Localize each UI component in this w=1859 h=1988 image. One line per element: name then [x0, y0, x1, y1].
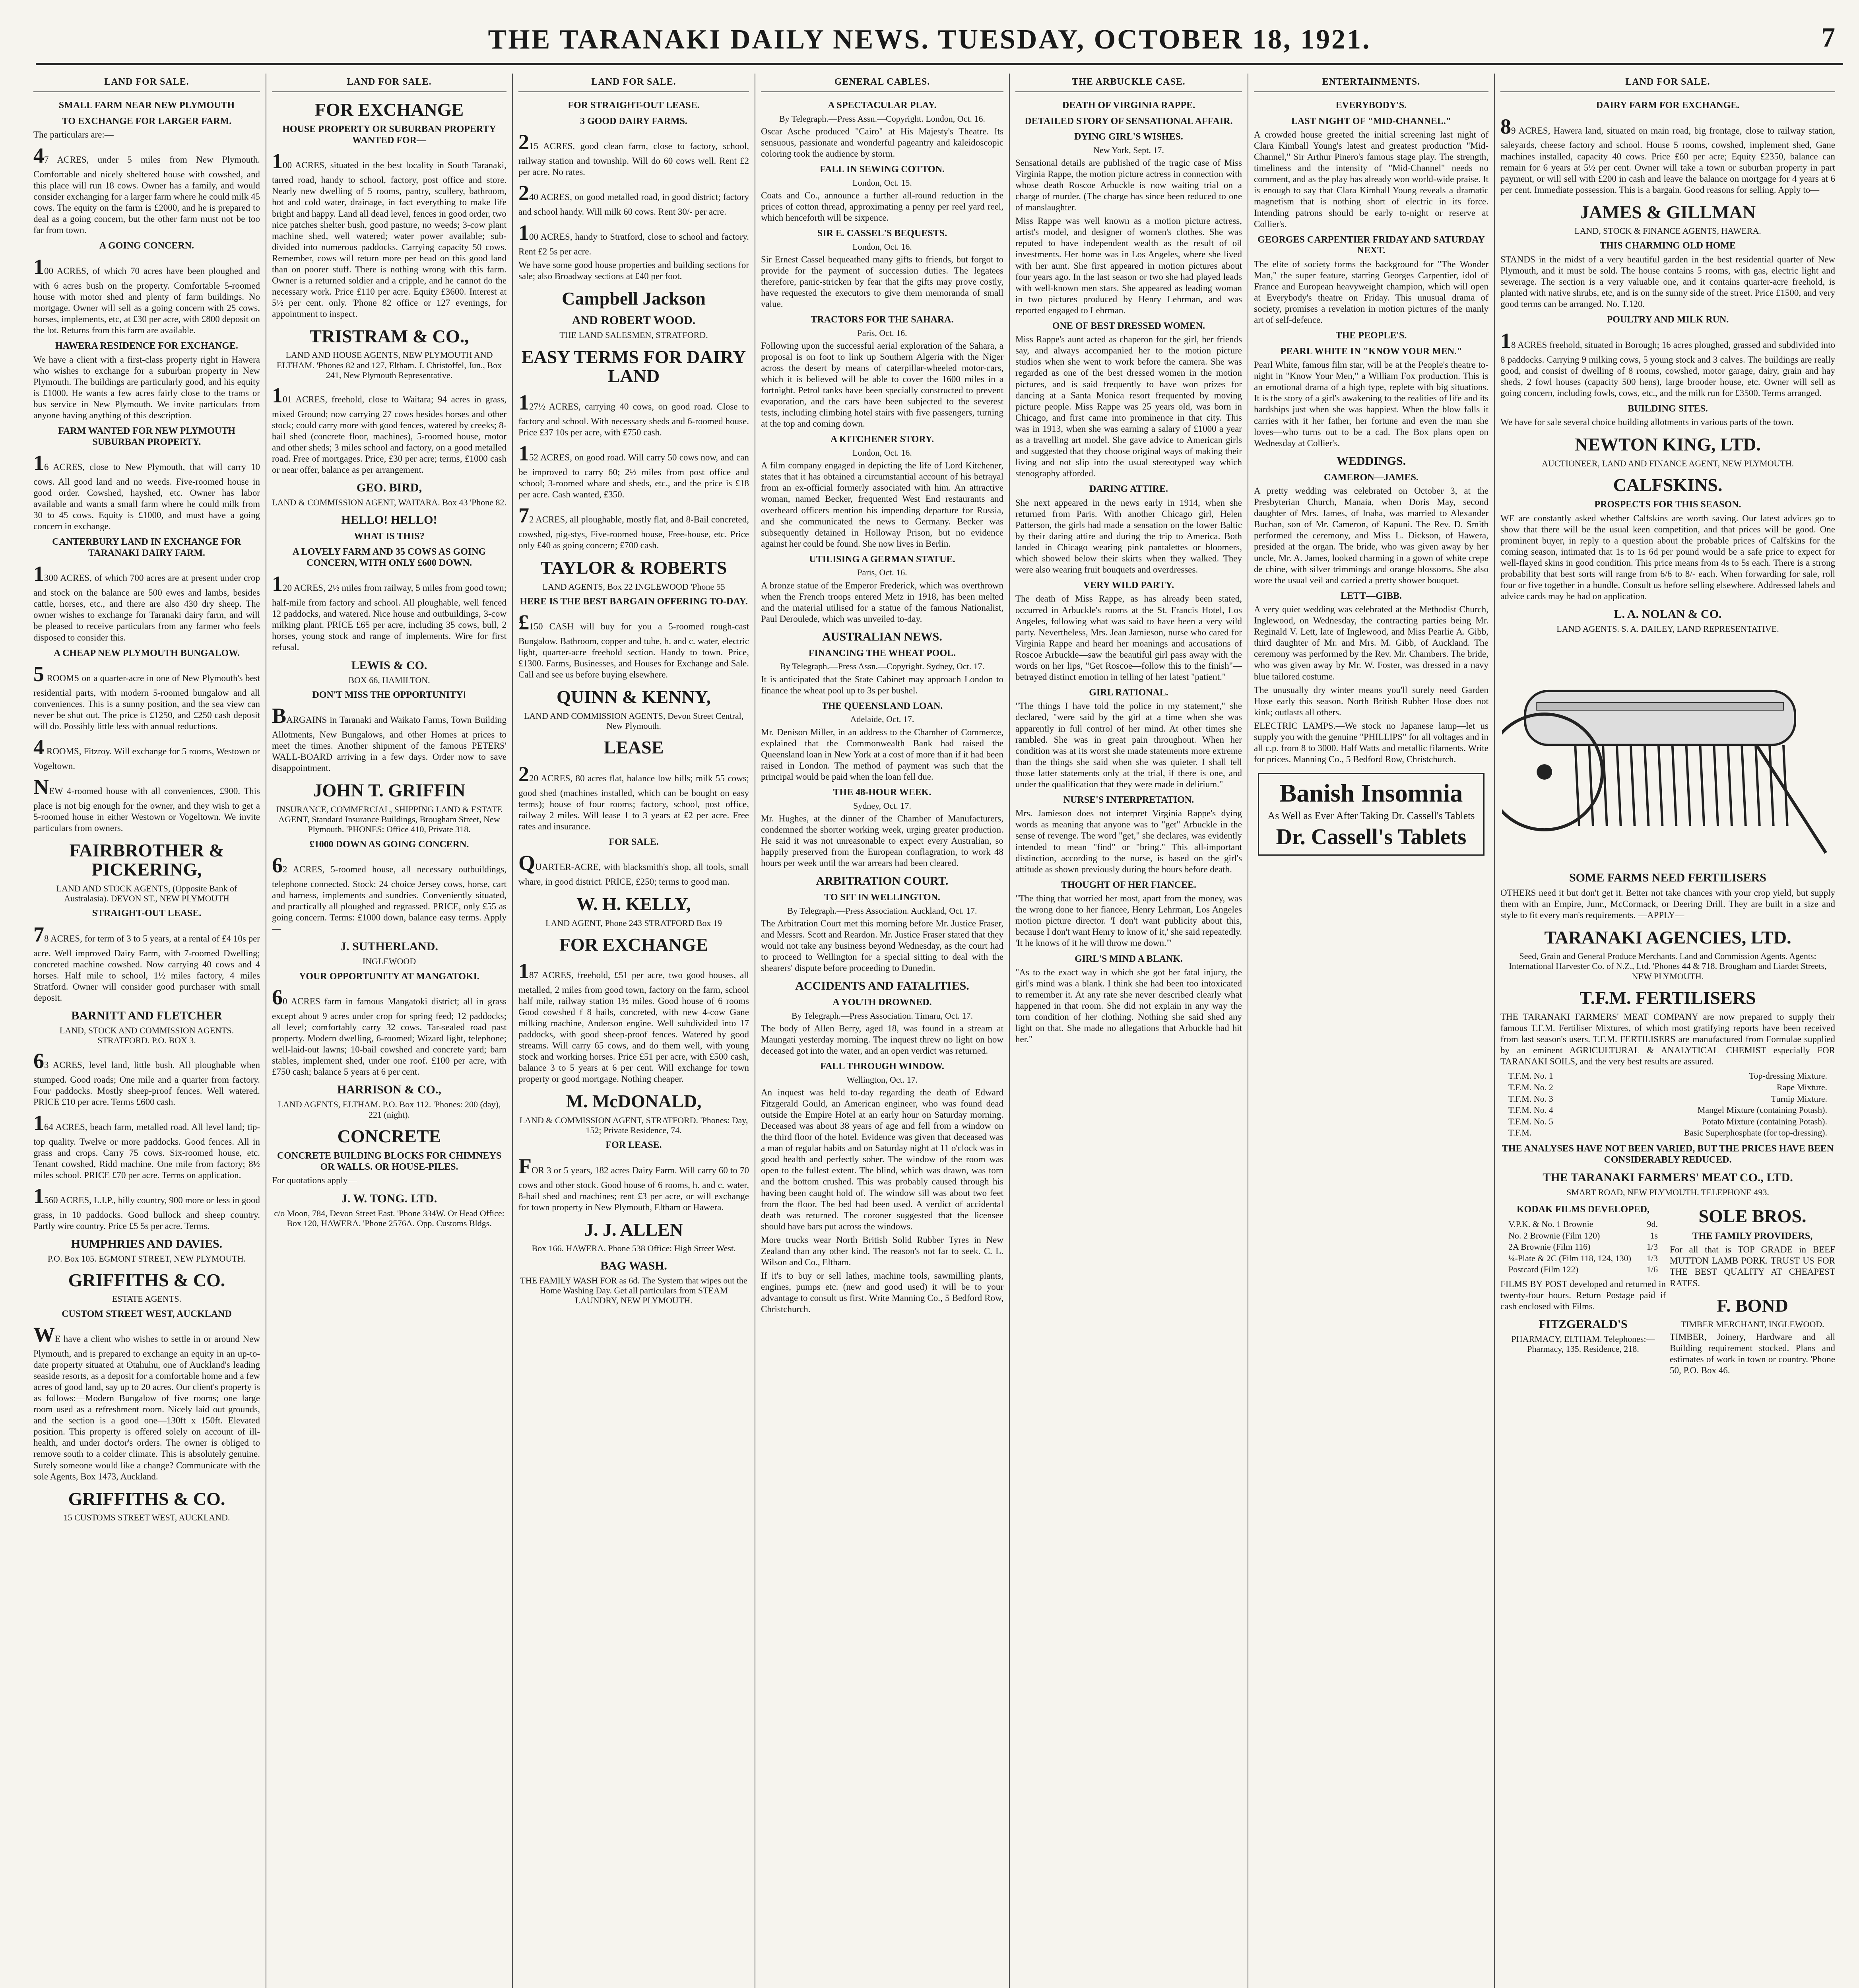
agent-details: By Telegraph.—Press Association. Timaru, Oct. 17. — [791, 1010, 973, 1021]
agent-details: LAND AGENT, Phone 243 STRATFORD Box 19 — [545, 918, 722, 928]
column-header: GENERAL CABLES. — [761, 74, 1003, 92]
section-heading: STRAIGHT-OUT LEASE. — [92, 908, 202, 919]
section-heading: DEATH OF VIRGINIA RAPPE. — [1062, 100, 1195, 111]
body-text: A crowded house greeted the initial screening last night of Clara Kimball Young's latest and greatest production "Mid-Channel," Sir Arthur Pinero's famous stage play. The strength, timeliness and the intensity of "Mid-Channel" needs no comment, and as the play has already won world-wide praise. It is enough to say that Clara Kimball Young reveals a dramatic magnetism that is nothing short of electric in its force. Intending patrons should be early to-night or reserve at Collier's. — [1254, 130, 1488, 229]
body-text: For all that is TOP GRADE in BEEF MUTTON LAMB PORK. TRUST US FOR THE BEST QUALITY AT CHEAPEST RATES. — [1670, 1244, 1835, 1288]
list-item-value: Potato Mixture (containing Potash). — [1702, 1116, 1827, 1126]
agent-details: THE LAND SALESMEN, STRATFORD. — [559, 330, 708, 340]
insomnia-advert — [1258, 773, 1484, 856]
ad-heading: CONCRETE — [337, 1126, 441, 1146]
section-heading: WHAT IS THIS? — [354, 531, 425, 542]
ad-heading: SOLE BROS. — [1698, 1206, 1807, 1227]
column-6 — [1248, 74, 1495, 1988]
list-item — [1508, 1105, 1827, 1116]
body-text: The Arbitration Court met this morning before Mr. Justice Fraser, and Messrs. Scott and Reardon. Mr. Justice Fraser stated that they would not take any business beyond Wednesday, as the court had to proceed to Wellington for a special sitting to deal with the shearers' dispute before proceeding to Dunedin. — [761, 918, 1003, 973]
agent-details: LAND AND STOCK AGENTS, (Opposite Bank of Australasia). DEVON ST., NEW PLYMOUTH — [56, 883, 237, 904]
page-number: 7 — [1821, 22, 1835, 53]
listing-text: 78 ACRES, for term of 3 to 5 years, at a rental of £4 10s per acre. Well improved Dairy Farm, with 7-roomed Dwelling; concreted machine cowshed. Now carrying 40 cows and 4 horses. Half mile to school, 1½ miles factory, 4 miles Stratford. Owner will consider good purchaser with small deposit. — [33, 922, 260, 1003]
ad-heading: T.F.M. FERTILISERS — [1580, 987, 1756, 1008]
body-text: It is anticipated that the State Cabinet may approach London to finance the wheat pool up to 3s per bushel. — [761, 674, 1003, 695]
body-text: A bronze statue of the Emperor Frederick, which was overthrown when the French troops entered Metz in 1918, has been melted and the material utilised for a statue of the famous Nationalist, Paul Deroulede, which was unveiled to-day. — [761, 580, 1003, 624]
agent-details: Paris, Oct. 16. — [857, 328, 907, 338]
ad-heading: W. H. KELLY, — [576, 894, 691, 914]
kodak-advert — [1500, 1200, 1666, 1378]
body-text: She next appeared in the news early in 1914, when she returned from Paris. With another Chicago girl, Helen Patterson, the girls had made a sensation on the lower Baltic by their daring attire and during the trip to America. Both landed in Chicago wearing pink pantalettes or bloomers, which showed below their skirts when they walked. They were also wearing fruit bouquets and overdresses. — [1015, 497, 1242, 575]
list-item — [1508, 1070, 1827, 1082]
section-heading: SIR E. CASSEL'S BEQUESTS. — [817, 228, 947, 239]
listing-text: 152 ACRES, on good road. Will carry 50 cows now, and can be improved to carry 60; 2½ miles from post office and school; 3-roomed whare and sheds, etc., and the price is £18 per acre. Cash wanted, £350. — [518, 441, 749, 500]
listing-text: 100 ACRES, situated in the best locality in South Taranaki, tarred road, handy to school, factory, post office and store. Nearly new dwelling of 5 rooms, pantry, scullery, bathroom, hot and cold water, drainage, in fact everything to make life bright and happy. Land all dead level, fences in good order, two nice patches shelter bush, good pasture, no weeds; 3-cow plant machine shed, well watered; water power available; sub-divided into numerous paddocks. Carrying capacity 50 cows. Remember, cows will return more per head on this good land than on poorer stuff. There is nothing wrong with this farm. Owner is a returned soldier and a cripple, and he cannot do the necessary work. Price £110 per acre. Equity £3600. Interest at 5½ per cent. only. 'Phone 82 office or 127 evenings, for appointment to inspect. — [272, 149, 506, 319]
ad-heading: TAYLOR & ROBERTS — [540, 557, 727, 578]
ad-heading: GRIFFITHS & CO. — [68, 1488, 225, 1509]
sub-heading: THE TARANAKI FARMERS' MEAT CO., LTD. — [1543, 1171, 1793, 1184]
section-heading: YOUR OPPORTUNITY AT MANGATOKI. — [299, 971, 479, 982]
ad-heading: F. BOND — [1717, 1295, 1788, 1316]
section-heading: EVERYBODY'S. — [1335, 100, 1407, 111]
section-heading: DYING GIRL'S WISHES. — [1074, 132, 1183, 142]
list-item-name: T.F.M. No. 2 — [1508, 1082, 1553, 1093]
listing-text: 72 ACRES, all ploughable, mostly flat, and 8-Bail concreted, cowshed, pig-stys, Five-roomed house, Free-house, etc. Price only £40 as going concern; £700 cash. — [518, 503, 749, 551]
masthead-rule — [36, 63, 1843, 65]
ad-heading: M. McDONALD, — [566, 1091, 702, 1112]
agent-details: LAND, STOCK & FINANCE AGENTS, HAWERA. — [1574, 226, 1761, 236]
listing-text: NEW 4-roomed house with all conveniences, £900. This place is not big enough for the owner, and they wish to get a 5-roomed house in either Westown or Vogeltown. We invite particulars from owners. — [33, 775, 260, 833]
sub-heading: BAG WASH. — [600, 1259, 667, 1272]
section-heading: THIS CHARMING OLD HOME — [1599, 241, 1736, 251]
section-heading: A KITCHENER STORY. — [831, 434, 934, 445]
listing-text: 164 ACRES, beach farm, metalled road. All level land; tip-top quality. Twelve or more paddocks. Good fences. All in grass and crops. Carry 75 cows. Six-roomed house, etc. Tenant cowshed, Ridd machine. One mile from factory; 8½ miles school. PRICE £70 per acre. Terms on application. — [33, 1110, 260, 1180]
agent-details: P.O. Box 105. EGMONT STREET, NEW PLYMOUTH. — [47, 1253, 246, 1264]
section-heading: THE QUEENSLAND LOAN. — [821, 701, 943, 711]
column-1 — [28, 74, 266, 1988]
body-text: The death of Miss Rappe, as has already been stated, occurred in Arbuckle's rooms at the St. Francis Hotel, Los Angeles, following what was said to have been a very wild party. Nevertheless, Mrs. Jean Jamieson, nurse who cared for Virginia Rappe and heard her moanings and accusations of Roscoe Arbuckle—saw the beautiful girl pass away with the words on her lips, "Get Roscoe—follow this to the finish"—betrayed distinct emotion in telling of her latest "patient." — [1015, 594, 1242, 682]
listing-text: 63 ACRES, level land, little bush. All ploughable when stumped. Good roads; One mile and a quarter from factory. Four paddocks. Mostly sheep-proof fences. Well watered. PRICE £10 per acre. Terms £600 cash. — [33, 1048, 260, 1107]
listing-text: 220 ACRES, 80 acres flat, balance low hills; milk 55 cows; good shed (machines installed, which can be bought on easy terms); house of four rooms; factory, school, post office, railway 2 miles. Will lease 1 to 3 years at £2 per acre. Free rates and insurance. — [518, 762, 749, 831]
section-heading: FALL THROUGH WINDOW. — [820, 1061, 944, 1072]
agent-details: LAND AND COMMISSION AGENTS, Devon Street Central, New Plymouth. — [524, 711, 744, 731]
agent-details: London, Oct. 16. — [852, 241, 912, 252]
list-item-name: T.F.M. No. 3 — [1508, 1093, 1553, 1104]
section-heading: CANTERBURY LAND IN EXCHANGE FOR TARANAKI DAIRY FARM. — [52, 537, 241, 558]
agent-details: LAND & COMMISSION AGENT, STRATFORD. 'Phones: Day, 152; Private Residence, 74. — [519, 1115, 748, 1136]
advert-headline: Banish Insomnia — [1279, 779, 1463, 807]
body-text: For quotations apply— — [272, 1175, 357, 1186]
agent-details: c/o Moon, 784, Devon Street East. 'Phone 334W. Or Head Office: Box 120, HAWERA. 'Phone 2576A. Opp. Customs Bldgs. — [274, 1208, 505, 1228]
list-item — [1508, 1241, 1658, 1253]
sub-heading: ACCIDENTS AND FATALITIES. — [795, 979, 969, 993]
agent-details: By Telegraph.—Press Association. Auckland, Oct. 17. — [787, 905, 977, 916]
listing-text: 16 ACRES, close to New Plymouth, that will carry 10 cows. All good land and no weeds. Five-roomed house in good order. Cowshed, hayshed, etc. Owner has labor available and wants a small farm where he could milk from 30 to 45 cows. Equity is £1000, and must have a going concern in exchange. — [33, 451, 260, 532]
section-heading: A LOVELY FARM AND 35 COWS AS GOING CONCERN, WITH ONLY £600 DOWN. — [292, 547, 486, 568]
agent-details: By Telegraph.—Press Assn.—Copyright. Sydney, Oct. 17. — [780, 661, 985, 672]
ad-heading: FOR EXCHANGE — [559, 934, 708, 955]
ad-heading: LEASE — [603, 737, 664, 758]
sub-heading: L. A. NOLAN & CO. — [1614, 608, 1722, 621]
body-text: Following upon the successful aerial exploration of the Sahara, a proposal is on foot to link up Southern Algeria with the Niger across the desert by means of caterpillar-wheeled motor-cars, which it is believed will be able to cover the 1600 miles in a fortnight. Petrol tanks have been specially constructed to prevent evaporation, and the cars have been subjected to the severest tests, including climbing hotel stairs with five passengers, turning at the top and coming down. — [761, 341, 1003, 429]
column-header: LAND FOR SALE. — [33, 74, 260, 92]
list-item-value: Turnip Mixture. — [1771, 1093, 1827, 1104]
list-item-name: 2A Brownie (Film 116) — [1508, 1242, 1591, 1252]
list-item-name: No. 2 Brownie (Film 120) — [1508, 1230, 1600, 1241]
ad-heading: JOHN T. GRIFFIN — [313, 780, 466, 801]
body-text: FILMS BY POST developed and returned in twenty-four hours. Return Postage paid if cash enclosed with Films. — [1500, 1279, 1666, 1312]
body-text: The elite of society forms the background for "The Wonder Man," the super feature, starring Georges Carpentier, idol of France and European heavyweight champion, which will open at Everybody's theatre on Friday. This unusual drama of society, promises a revelation in motion pictures of the manly art of self-defence. — [1254, 259, 1488, 325]
list-item — [1508, 1127, 1827, 1139]
price-list — [1508, 1219, 1658, 1276]
section-heading: A GOING CONCERN. — [99, 241, 194, 251]
agent-details: Paris, Oct. 16. — [857, 567, 907, 578]
ad-heading: EASY TERMS FOR DAIRY LAND — [521, 346, 746, 386]
body-text: ELECTRIC LAMPS.—We stock no Japanese lamp—let us supply you with the genuine "PHILLIPS" for all voltages and in all c.p. from 8 to 3000. Half Watts and metallic filaments. Write for prices. Manning Co., 5 Bedford Row, Christchurch. — [1254, 720, 1488, 764]
section-heading: DARING ATTIRE. — [1089, 483, 1168, 494]
section-heading: FOR SALE. — [609, 837, 659, 847]
agent-details: London, Oct. 16. — [852, 448, 912, 458]
listing-text: 4 ROOMS, Fitzroy. Will exchange for 5 rooms, Westown or Vogeltown. — [33, 735, 260, 771]
column-4 — [755, 74, 1010, 1988]
section-heading: £1000 DOWN AS GOING CONCERN. — [309, 839, 469, 850]
section-heading: HAWERA RESIDENCE FOR EXCHANGE. — [55, 341, 239, 351]
column-5 — [1010, 74, 1248, 1988]
listing-text: 18 ACRES freehold, situated in Borough; 16 acres ploughed, grassed and subdivided into 8 paddocks. Carrying 9 milking cows, 5 young stock and 3 calves. The buildings are really good, and consist of dwelling of 8 rooms, cowshed, motor garage, dairy, grain and hay sheds, 2 fowl houses (capacity 500 hens), large brooder house, etc. Owner will sell as going concern, including fowls, cows, etc., and the milk run for £3500. Terms arranged. — [1500, 328, 1835, 398]
listing-text: 47 ACRES, under 5 miles from New Plymouth. Comfortable and nicely sheltered house with cowshed, and this place will run 18 cows. Owner has a family, and would consider exchanging for a larger farm where he could milk 45 cows. The equity on the farm is £2000, and he is prepared to deal as a going concern, but the other farm must not be too far from town. — [33, 144, 260, 235]
column-header: LAND FOR SALE. — [518, 74, 749, 92]
agent-details: LAND & COMMISSION AGENT, WAITARA. Box 43 'Phone 82. — [272, 497, 506, 508]
body-text: The particulars are:— — [33, 130, 114, 140]
body-text: More trucks wear North British Solid Rubber Tyres in New Zealand than any other kind. The reason's not far to seek. C. L. Wilson and Co., Eltham. — [761, 1235, 1003, 1267]
agent-details: AUCTIONEER, LAND AND FINANCE AGENT, NEW PLYMOUTH. — [1541, 458, 1794, 468]
body-text: We have for sale several choice building allotments in various parts of the town. — [1500, 417, 1794, 427]
section-heading: CONCRETE BUILDING BLOCKS FOR CHIMNEYS OR WALLS. OR HOUSE-PILES. — [277, 1151, 502, 1172]
list-item — [1508, 1082, 1827, 1093]
body-text: The unusually dry winter means you'll surely need Garden Hose early this season. North British Rubber Hose does not kink; outlasts all others. — [1254, 685, 1488, 717]
agent-details: ESTATE AGENTS. — [112, 1294, 182, 1304]
body-text: Sir Ernest Cassel bequeathed many gifts to friends, but forgot to provide for the payment of succession duties. The legatees therefore, panic-stricken by fear that the gifts may prove costly, have requested the executors to give them memoranda of small value. — [761, 254, 1003, 309]
sub-heading: WEDDINGS. — [1336, 454, 1406, 468]
sub-heading: SOME FARMS NEED FERTILISERS — [1569, 871, 1766, 884]
section-heading: GIRL RATIONAL. — [1089, 687, 1168, 698]
sub-heading: HARRISON & CO., — [337, 1083, 441, 1097]
ad-heading: TRISTRAM & CO., — [309, 326, 469, 346]
columns-container — [28, 74, 1841, 1988]
body-text: "The things I have told the police in my statement," she declared, "were said by the girl at a time when she was apparently in full control of her mind. At other times she rambled. She was in great pain throughout. When her condition was at its worst she made statements more extreme than the things she said when she was quieter. I shall tell those latter statements only at the trial, if there is one, and under the qualification that they were made in delirium." — [1015, 701, 1242, 789]
agent-details: LAND AGENTS, ELTHAM. P.O. Box 112. 'Phones: 200 (day), 221 (night). — [277, 1099, 501, 1120]
listing-text: 215 ACRES, good clean farm, close to factory, school, railway station and township. Will do 60 cows well. Rent £2 per acre. No rates. — [518, 130, 749, 177]
agent-details: Sydney, Oct. 17. — [853, 800, 911, 811]
listing-text: 240 ACRES, on good metalled road, in good district; factory and school handy. Will milk 60 cows. Rent 30/- per acre. — [518, 181, 749, 217]
body-text: Mr. Hughes, at the dinner of the Chamber of Manufacturers, condemned the shorter working week, urging greater production. He said it was not unreasonable to expect every Australian, so happily preserved from the European conflagration, to work 48 hours per week until the war arrears had been cleared. — [761, 813, 1003, 868]
sub-heading: AND ROBERT WOOD. — [572, 314, 696, 327]
body-text: Mrs. Jamieson does not interpret Virginia Rappe's dying words as meaning that anyone was to "get" Arbuckle in the sense of revenge. The word "get," she declares, was evidently intended to mean "find" or "bring." This all-important distinction, according to the nurse, is based on the girl's attitude as shown previously during the hours before death. — [1015, 808, 1242, 874]
section-heading: THE FAMILY PROVIDERS, — [1692, 1231, 1813, 1241]
agent-details: LAND, STOCK AND COMMISSION AGENTS. STRATFORD. P.O. BOX 3. — [59, 1025, 234, 1046]
ad-heading: CALFSKINS. — [1613, 475, 1723, 495]
list-item-name: V.P.K. & No. 1 Brownie — [1508, 1219, 1593, 1229]
listing-text: WE have a client who wishes to settle in or around New Plymouth, and is prepared to exchange an equity in an up-to-date property situated at Otahuhu, one of Auckland's leading seaside resorts, as a deposit for a comfortable home and a few acres of good land, say up to 20 acres. Our client's property is as follows:—Modern Bungalow of five rooms; one large room used as a refreshment room. Nicely laid out grounds, and the section is a good one—130ft x 150ft. Elevated position. This property is offered solely on account of ill-health, and under doctor's orders. The owner is obliged to remove south to a colder climate. This is absolutely genuine. Surely someone would like a change? Communicate with the sole Agents, Box 1473, Auckland. — [33, 1323, 260, 1481]
body-text: A pretty wedding was celebrated on October 3, at the Presbyterian Church, Manaia, when Doris May, second daughter of Mrs. James, of Inaha, was married to Alexander Buchan, son of Mr. Cameron, of Kapuni. The Rev. D. Smith performed the ceremony, and Miss L. Dickson, of Hawera, presided at the organ. The bride, who was given away by her uncle, Mr. A. James, looked charming in a gown of white crepe de chine, with silver trimmings and orange blossoms. She also wore the usual veil and carried a pretty shower bouquet. — [1254, 486, 1488, 585]
section-heading: TO EXCHANGE FOR LARGER FARM. — [62, 116, 232, 126]
section-heading: TO SIT IN WELLINGTON. — [824, 892, 940, 903]
column-header: LAND FOR SALE. — [1500, 74, 1835, 92]
section-heading: DAIRY FARM FOR EXCHANGE. — [1596, 100, 1740, 111]
sub-heading: AUSTRALIAN NEWS. — [822, 630, 942, 643]
column-3 — [513, 74, 755, 1988]
advert-brand: Dr. Cassell's Tablets — [1276, 824, 1467, 849]
body-text: A film company engaged in depicting the life of Lord Kitchener, states that it has obtained a circumstantial account of his betrayal from an ex-official formerly associated with him. An attractive woman, named Becker, frequented West End restaurants and overheard officers mention his impending departure for Russia, and she communicated the news to Germany. Becker was subsequently detained in Holloway Prison, but no evidence against her could be found. She now lives in Berlin. — [761, 460, 1003, 549]
body-text: The body of Allen Berry, aged 18, was found in a stream at Maungati yesterday morning. The inquest threw no light on how deceased got into the water, and an open verdict was returned. — [761, 1023, 1003, 1056]
section-heading: PROSPECTS FOR THIS SEASON. — [1594, 499, 1741, 510]
listing-text: FOR 3 or 5 years, 182 acres Dairy Farm. Will carry 60 to 70 cows and other stock. Good house of 6 rooms, h. and c. water, 8-bail shed and machines; rent £3 per acre, or will exchange for town property in New Plymouth, Eltham or Hawera. — [518, 1154, 749, 1212]
body-text: If it's to buy or sell lathes, machine tools, sawmilling plants, engines, pumps etc. (new and good used) it will be to your advantage to consult us first. Write Manning Co., 5 Bedford Row, Christchurch. — [761, 1270, 1003, 1314]
listing-text: 62 ACRES, 5-roomed house, all necessary outbuildings, telephone connected. Stock: 24 choice Jersey cows, horse, cart and harness, implements and sundries. Conveniently situated, and practically all ploughed and regrassed. PRICE, only £55 as going concern. Terms: £1000 down, balance easy terms. Apply— — [272, 853, 506, 934]
body-text: Oscar Asche produced "Cairo" at His Majesty's Theatre. Its sensuous, passionate and wonderful pageantry and kaleidoscopic coloring took the audience by storm. — [761, 126, 1003, 159]
section-heading: CAMERON—JAMES. — [1324, 472, 1419, 483]
body-text: An inquest was held to-day regarding the death of Edward Fitzgerald Gould, an American engineer, who was found dead outside the Empire Hotel at an early hour on Saturday morning. Deceased was about 38 years of age and fell from a window on the third floor of the hotel. Evidence was given that deceased was a man of regular habits and on Saturday night at 11 o'clock was in good health and perfectly sober. The window of the room was open to the fullest extent. The blind, which was drawn, was torn and the bottom crushed. This was probably caused through his having been caught hold of. The window sill was about two feet from the floor. The bed had been used. A verdict of accidental death was returned. The coroner suggested that the licensee should have bars put across the windows. — [761, 1087, 1003, 1231]
agent-details: PHARMACY, ELTHAM. Telephones:— Pharmacy, 135. Residence, 218. — [1511, 1334, 1655, 1354]
section-heading: THOUGHT OF HER FIANCEE. — [1061, 879, 1197, 890]
sole-bros-advert — [1670, 1200, 1835, 1378]
listing-text: 187 ACRES, freehold, £51 per acre, two good houses, all metalled, 2 miles from good town, factory on the farm, school half mile, railway station 1½ miles. Good house of 6 rooms Good cowshed f 8 bails, concreted, with new 4-cow Gane milking machine, Anderson engine. Well subdivided into 17 paddocks, with good sheep-proof fences. Watered by good streams. Will carry 65 cows, and do them well, with young stock and working horses. Price £51 per acre, with £500 cash, balance 3 to 5 years at 6 per cent. Will exchange for town property or good mortgage. Nothing cheaper. — [518, 959, 749, 1084]
masthead — [0, 0, 1859, 68]
listing-text: £150 CASH will buy for you a 5-roomed rough-cast Bungalow. Bathroom, copper and tube, h. and c. water, electric light, quarter-acre freehold section. Handy to town. Price, £1300. Farms, Businesses, and Houses for Exchange and Sale. Call and see us before buying elsewhere. — [518, 610, 749, 680]
section-heading: DETAILED STORY OF SENSATIONAL AFFAIR. — [1025, 116, 1233, 126]
agent-details: Adelaide, Oct. 17. — [850, 714, 914, 724]
listing-text: 5 ROOMS on a quarter-acre in one of New Plymouth's best residential parts, with modern 5-roomed bungalow and all conveniences. This is a sunny position, and the sea view can never be shut out. The price is £1250, and £250 cash deposit will do. Possibly little less with annual reductions. — [33, 662, 260, 732]
list-item-value: 1/3 — [1646, 1242, 1658, 1252]
section-heading: SMALL FARM NEAR NEW PLYMOUTH — [58, 100, 235, 111]
list-item — [1508, 1219, 1658, 1230]
seed-drill-icon — [1502, 641, 1834, 864]
agent-details: LAND AND HOUSE AGENTS, NEW PLYMOUTH AND ELTHAM. 'Phones 82 and 127, Eltham. J. Christoffel, Jun., Box 241, New Plymouth Representative. — [276, 350, 502, 380]
sub-heading: J. SUTHERLAND. — [340, 940, 438, 953]
body-text: Miss Rappe was well known as a motion picture actress, artist's model, and designer of women's clothes. She was reputed to have independent wealth as the result of oil investments. Her home was in Los Angeles, where she lived with her aunt. She first appeared in motion pictures about four years ago. In the last season or two she had played leads with well-known men stars. She appeared as leading woman in two pictures produced by Henry Lehrman, and was reported engaged to Lehrman. — [1015, 216, 1242, 315]
agent-details: LAND AGENTS, Box 22 INGLEWOOD 'Phone 55 — [542, 581, 725, 592]
list-item — [1508, 1264, 1658, 1276]
agent-details: INSURANCE, COMMERCIAL, SHIPPING LAND & ESTATE AGENT, Standard Insurance Buildings, Brougham Street, New Plymouth. 'PHONES: Office 410, Private 318. — [276, 804, 503, 835]
body-text: We have some good house properties and building sections for sale; also Broadway sections at £40 per foot. — [518, 260, 749, 282]
agent-details: Seed, Grain and General Produce Merchants. Land and Commission Agents. Agents: International Harvester Co. of N.Z., Ltd. 'Phones 44 & 718. Brougham and Liardet Streets, NEW PLYMOUTH. — [1509, 951, 1827, 981]
ad-heading: J. J. ALLEN — [584, 1219, 683, 1240]
agent-details: TIMBER MERCHANT, INGLEWOOD. — [1680, 1319, 1824, 1329]
agent-details: Box 166. HAWERA. Phone 538 Office: High Street West. — [532, 1243, 736, 1254]
sub-heading: J. W. TONG. LTD. — [341, 1192, 437, 1205]
agent-details: SMART ROAD, NEW PLYMOUTH. TELEPHONE 493. — [1566, 1187, 1769, 1198]
list-item-value: Top-dressing Mixture. — [1749, 1071, 1827, 1081]
agent-details: Wellington, Oct. 17. — [846, 1074, 918, 1085]
list-item — [1508, 1116, 1827, 1128]
listing-text: 100 ACRES, of which 70 acres have been ploughed and with 6 acres bush on the property. Comfortable 5-roomed house with motor shed and plenty of farm buildings. No mortgage. Owner will sell as a going concern with 25 cows, horses, implements, etc, at £30 per acre, with £800 deposit on the lot. Returns from this farm are available. — [33, 254, 260, 336]
section-heading: THE PEOPLE'S. — [1335, 330, 1407, 341]
section-heading: FOR STRAIGHT-OUT LEASE. — [568, 100, 700, 111]
agent-details: BOX 66, HAMILTON. — [348, 675, 430, 685]
body-text: "As to the exact way in which she got her fatal injury, the girl's mind was a blank. I think she had been too intoxicated to remember it. At any rate she never described clearly what happened in that room. She did not explain in any way the torn condition of her clothing. Nothing she said shed any light on that. She made no allegations that Arbuckle had hit her." — [1015, 967, 1242, 1044]
section-heading: THE 48-HOUR WEEK. — [833, 787, 931, 798]
list-item-value: 9d. — [1647, 1219, 1658, 1229]
body-text: Coats and Co., announce a further all-round reduction in the prices of cotton thread, approximating a penny per reel yard reel, which henceforth will be sixpence. — [761, 190, 1003, 223]
section-heading: GEORGES CARPENTIER FRIDAY AND SATURDAY NEXT. — [1257, 234, 1485, 256]
section-heading: FINANCING THE WHEAT POOL. — [808, 648, 956, 658]
listing-text: 120 ACRES, 2½ miles from railway, 5 miles from good town; half-mile from factory and school. All ploughable, well fenced 12 paddocks, and watered. Nice house and outbuildings, 3-cow milking plant. PRICE £65 per acre, including 35 cows, bull, 2 horses, young stock and range of implements. Wire for first refusal. — [272, 572, 506, 652]
list-item-value: Rape Mixture. — [1776, 1082, 1827, 1093]
agent-details: London, Oct. 15. — [852, 177, 912, 188]
section-heading: NURSE'S INTERPRETATION. — [1063, 794, 1194, 805]
section-heading: LAST NIGHT OF "MID-CHANNEL." — [1291, 116, 1451, 126]
body-text: We have a client with a first-class property right in Hawera who wishes to exchange for a suburban property in New Plymouth. The buildings are particularly good, and his equity is £1000. He wants a few acres fairly close to the trams or bus service in New Plymouth. We invite particulars from anyone having anything of this description. — [33, 354, 260, 420]
listing-text: QUARTER-ACRE, with blacksmith's shop, all tools, small whare, in good district. PRICE, £250; terms to good man. — [518, 851, 749, 887]
column-header: ENTERTAINMENTS. — [1254, 74, 1488, 92]
list-item-value: 1/6 — [1646, 1264, 1658, 1275]
list-item-name: T.F.M. No. 5 — [1508, 1116, 1553, 1126]
agent-details: LAND AGENTS. S. A. DAILEY, LAND REPRESENTATIVE. — [1556, 624, 1779, 634]
section-heading: PEARL WHITE IN "KNOW YOUR MEN." — [1280, 346, 1462, 357]
body-text: TIMBER, Joinery, Hardware and all Building requirement stocked. Plans and estimates of work in town or country. 'Phone 50, P.O. Box 46. — [1670, 1332, 1835, 1376]
section-heading: VERY WILD PARTY. — [1083, 580, 1174, 590]
sub-heading: HELLO! HELLO! — [341, 513, 437, 526]
list-item — [1508, 1230, 1658, 1242]
agent-details: By Telegraph.—Press Assn.—Copyright. London, Oct. 16. — [779, 113, 986, 124]
section-heading: 3 GOOD DAIRY FARMS. — [580, 116, 687, 126]
section-heading: GIRL'S MIND A BLANK. — [1074, 953, 1183, 964]
body-text: THE TARANAKI FARMERS' MEAT COMPANY are now prepared to supply their famous T.F.M. Fertiliser Mixtures, of which most gratifying reports have been received from last season's users. T.F.M. FERTILISERS are manufactured from Formulae supplied by an eminent AGRICULTURAL & ANALYTICAL CHEMIST especially FOR TARANAKI SOILS, and the very best results are assured. — [1500, 1012, 1835, 1067]
body-text: STANDS in the midst of a very beautiful garden in the best residential quarter of New Plymouth, and it must be sold. The house contains 5 rooms, with gas, electric light and sewerage. The section is a very valuable one, and it contains quarter-acre freehold, is planted with native shrubs, etc, and is on the sunny side of the street. Price £1500, and very good terms can be arranged. No. T.120. — [1500, 254, 1835, 309]
listing-text: 1560 ACRES, L.I.P., hilly country, 900 more or less in good grass, in 10 paddocks. Good bullock and sheep country. Partly wire country. Price £5 5s per acre. Terms. — [33, 1184, 260, 1231]
listing-text: 101 ACRES, freehold, close to Waitara; 94 acres in grass, mixed Ground; now carrying 27 cows besides horses and other stock; could carry more with good fences, watered by creeks; 8-bail shed (concrete floor, machines), 5-roomed house, motor and other sheds; 3 miles school and factory, on a good metalled road. Free of mortgages. Price, £30 per acre; terms, £1000 cash or near offer, balance as per arrangement. — [272, 383, 506, 475]
agent-details: THE FAMILY WASH FOR as 6d. The System that wipes out the Home Washing Day. Get all particulars from STEAM LAUNDRY, NEW PLYMOUTH. — [520, 1275, 747, 1306]
agent-details: New York, Sept. 17. — [1093, 145, 1164, 155]
ad-heading: Campbell Jackson — [562, 288, 706, 309]
body-text: Pearl White, famous film star, will be at the People's theatre to-night in "Know Your Men," a William Fox production. This is an emotional drama of a high type, replete with big situations. It is the story of a girl's awakening to the realities of life and its hardships just when she was happiest. When the blow falls it carries with it her father, her fortune and even the man she loves—who turns out to be a cad. The Box plans open on Wednesday at Collier's. — [1254, 360, 1488, 448]
sub-heading: FITZGERALD'S — [1539, 1318, 1628, 1331]
body-text: WE are constantly asked whether Calfskins are worth saving. Our latest advices go to show that there will be the usual keen competition, and that prices will be good. One prominent buyer, in reply to a question about the probable prices of Calfskins for the coming season, intimated that 1s to 1s 6d per pound would be a safe price to expect for well-flayed skins in good condition. This price means from 4s to 5s each. There is a strong probability that best sorts will range from 6/6 to 8/- each. When forwarding for sale, roll four or five together in a bundle. Consult us before selling elsewhere. Addressed labels and advice cards may be had on application. — [1500, 513, 1835, 602]
sub-heading: HUMPHRIES AND DAVIES. — [71, 1237, 223, 1250]
sub-heading: BARNITT AND FLETCHER — [71, 1009, 222, 1023]
column-header: LAND FOR SALE. — [272, 74, 506, 92]
listing-text: 89 ACRES, Hawera land, situated on main road, big frontage, close to railway station, saleyards, cheese factory and school. House 5 rooms, cowshed, implement shed, Gane machines installed, capacity 40 cows. Price £60 per acre; Equity £2350, balance can remain for 6 years at 5½ per cent. Owner will take a town or suburban property in part payment, or will sell with £200 in cash and leave the balance on mortgage for 4 years at 6 per cent. Immediate possession. This is a bargain. Good reasons for selling. Apply to— — [1500, 114, 1835, 195]
body-text: Miss Rappe's aunt acted as chaperon for the girl, her friends say, and always accompanied her to the motion picture studios when she went to work before the camera. She was regarded as one of the best dressed women in the motion pictures, and is said frequently to have won prizes for dancing at a Santa Monica resort frequented by moving picture people. Miss Rappe was 25 years old, was born in Chicago, and first came into prominence in that city. This was in 1913, when she was earning a salary of £1000 a year as a travelling art model. She gave advice to American girls and suggested that they choose original ways of making their living and not slip into the usual stereotyped way which stenography afforded. — [1015, 334, 1242, 478]
list-item-value: Basic Superphosphate (for top-dressing). — [1684, 1128, 1827, 1138]
section-heading: FALL IN SEWING COTTON. — [820, 164, 945, 175]
section-heading: FARM WANTED FOR NEW PLYMOUTH SUBURBAN PROPERTY. — [58, 425, 235, 447]
section-heading: UTILISING A GERMAN STATUE. — [809, 554, 955, 565]
list-item-value: 1s — [1650, 1230, 1658, 1241]
section-heading: TRACTORS FOR THE SAHARA. — [811, 315, 954, 325]
kodak-and-sole-bros-adverts — [1500, 1200, 1835, 1378]
ad-heading: GRIFFITHS & CO. — [68, 1270, 225, 1290]
body-text: A very quiet wedding was celebrated at the Methodist Church, Inglewood, on Wednesday, the contracting parties being Mr. Reginald V. Lett, late of Inglewood, and Miss Pearlie A. Gibb, third daughter of Mr. and Mrs. M. Gibb, of Auckland. The ceremony was performed by the Rev. Mr. Chambers. The bride, who was given away by Mr. W. Foster, was dressed in a navy blue tailored costume. — [1254, 604, 1488, 681]
section-heading: ONE OF BEST DRESSED WOMEN. — [1052, 320, 1205, 331]
ad-heading: JAMES & GILLMAN — [1580, 202, 1756, 222]
list-item-name: ¼-Plate & 2C (Film 118, 124, 130) — [1508, 1253, 1632, 1263]
newspaper-title: THE TARANAKI DAILY NEWS. TUESDAY, OCTOBER 18, 1921. — [488, 24, 1371, 55]
listing-text: 60 ACRES farm in famous Mangatoki district; all in grass except about 9 acres under crop for spring feed; 12 paddocks; all level; comfortably carry 32 cows. Tar-sealed road past property. Modern dwelling, 6-roomed; Wizard light, telephone; well-laid-out lawns; 10-bail cowshed and concrete yard; barn stables, implement shed, under one roof. £100 per acre, with £750 cash; balance 5 years at 6 per cent. — [272, 985, 506, 1077]
advert-tagline: As Well as Ever After Taking Dr. Cassell's Tablets — [1267, 810, 1475, 821]
body-text: Mr. Denison Miller, in an address to the Chamber of Commerce, explained that the Commonwealth Bank had raised the Queensland loan in New York at a cost of more than if it had been raised in London. The method of payment was such that the principal would be paid when the loan fell due. — [761, 727, 1003, 782]
listing-text: 1300 ACRES, of which 700 acres are at present under crop and stock on the balance are 500 ewes and lambs, besides cattle, horses, etc., and there are also 430 dry sheep. The owner wishes to exchange for Taranaki dairy farm, and will be pleased to receive particulars from any farmer who feels disposed to consider this. — [33, 562, 260, 643]
section-heading: POULTRY AND MILK RUN. — [1607, 315, 1729, 325]
list-item-name: Postcard (Film 122) — [1508, 1264, 1578, 1275]
section-heading: CUSTOM STREET WEST, AUCKLAND — [62, 1309, 232, 1319]
section-heading: A SPECTACULAR PLAY. — [828, 100, 937, 111]
agent-details: INGLEWOOD — [362, 956, 416, 967]
ad-heading: FOR EXCHANGE — [314, 99, 464, 120]
list-item-name: T.F.M. No. 4 — [1508, 1105, 1553, 1115]
listing-text: 100 ACRES, handy to Stratford, close to school and factory. Rent £2 5s per acre. — [518, 221, 749, 256]
section-heading: KODAK FILMS DEVELOPED, — [1516, 1204, 1650, 1215]
section-heading: HOUSE PROPERTY OR SUBURBAN PROPERTY WANTED FOR— — [282, 124, 496, 146]
ad-heading: NEWTON KING, LTD. — [1575, 434, 1761, 455]
section-heading: LETT—GIBB. — [1340, 590, 1402, 601]
list-item-value: 1/3 — [1646, 1253, 1658, 1263]
section-heading: FOR LEASE. — [605, 1140, 662, 1151]
list-item-name: T.F.M. — [1508, 1128, 1532, 1138]
ad-heading: QUINN & KENNY, — [556, 687, 711, 707]
list-item-name: T.F.M. No. 1 — [1508, 1071, 1553, 1081]
list-item — [1508, 1093, 1827, 1105]
ad-heading: FAIRBROTHER & PICKERING, — [69, 840, 224, 880]
section-heading: A YOUTH DROWNED. — [832, 997, 932, 1008]
sub-heading: LEWIS & CO. — [351, 658, 427, 672]
section-heading: A CHEAP NEW PLYMOUTH BUNGALOW. — [54, 648, 240, 658]
body-text: OTHERS need it but don't get it. Better not take chances with your crop yield, but supply them with an Empire, Junr., McCormack, or Deering Drill. They are built in a size and style to fit every man's requirements. —APPLY— — [1500, 887, 1835, 920]
column-7 — [1495, 74, 1841, 1988]
ad-heading: TARANAKI AGENCIES, LTD. — [1544, 927, 1791, 947]
column-2 — [266, 74, 513, 1988]
section-heading: HERE IS THE BEST BARGAIN OFFERING TO-DAY. — [520, 596, 748, 607]
listing-text: BARGAINS in Taranaki and Waikato Farms, Town Building Allotments, New Bungalows, and other Homes at prices to meet the times. Another shipment of the famous PETERS' WALL-BOARD arriving in a few days. Order now to save disappointment. — [272, 704, 506, 773]
body-text: "The thing that worried her most, apart from the money, was the wrong done to her fiancee, Henry Lehrman, Los Angeles motion picture director. 'I don't want publicity about this, because I don't want Henry to know of it,' she said repeatedly. 'It he knows of it he will throw me down.'" — [1015, 893, 1242, 948]
price-list — [1508, 1070, 1827, 1139]
section-heading: THE ANALYSES HAVE NOT BEEN VARIED, BUT THE PRICES HAVE BEEN CONSIDERABLY REDUCED. — [1502, 1143, 1834, 1165]
list-item-value: Mangel Mixture (containing Potash). — [1697, 1105, 1827, 1115]
listing-text: 127½ ACRES, carrying 40 cows, on good road. Close to factory and school. With necessary sheds and 6-roomed house. Price £37 10s per acre, with £750 cash. — [518, 390, 749, 438]
seed-drill-illustration — [1502, 641, 1834, 864]
sub-heading: ARBITRATION COURT. — [816, 874, 949, 888]
agent-details: 15 CUSTOMS STREET WEST, AUCKLAND. — [63, 1512, 230, 1522]
body-text: Sensational details are published of the tragic case of Miss Virginia Rappe, the motion picture actress in connection with whose death Roscoe Arbuckle is now waiting trial on a charge of murder. (The charge has since been reduced to one of manslaughter. — [1015, 158, 1242, 213]
sub-heading: GEO. BIRD, — [356, 481, 422, 495]
section-heading: DON'T MISS THE OPPORTUNITY! — [312, 689, 466, 700]
list-item — [1508, 1253, 1658, 1264]
column-header: THE ARBUCKLE CASE. — [1015, 74, 1242, 92]
section-heading: BUILDING SITES. — [1628, 403, 1708, 414]
